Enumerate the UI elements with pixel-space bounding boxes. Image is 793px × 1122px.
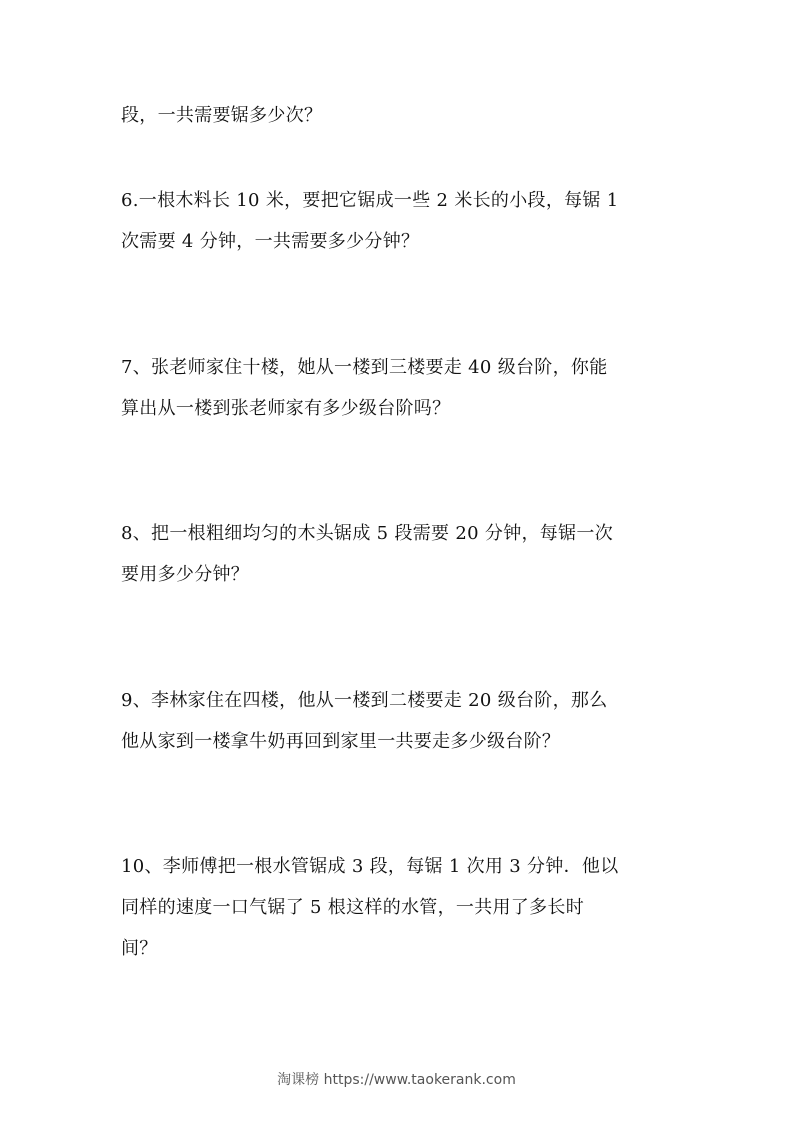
- question-text-line: 10、李师傅把一根水管锯成 3 段，每锯 1 次用 3 分钟．他以: [121, 856, 619, 877]
- question-text-line: 次需要 4 分钟，一共需要多少分钟？: [121, 231, 420, 252]
- question-text-line: 9、李林家住在四楼，他从一楼到二楼要走 20 级台阶，那么: [121, 690, 608, 711]
- question-text-line: 同样的速度一口气锯了 5 根这样的水管，一共用了多长时: [121, 897, 584, 918]
- continuation-text: 段，一共需要锯多少次？: [121, 105, 323, 126]
- question-text-line: 7、张老师家住十楼，她从一楼到三楼要走 40 级台阶，你能: [121, 357, 608, 378]
- question-text-line: 要用多少分钟？: [121, 564, 250, 585]
- question-text-line: 他从家到一楼拿牛奶再回到家里一共要走多少级台阶？: [121, 731, 561, 752]
- question-text-line: 算出从一楼到张老师家有多少级台阶吗？: [121, 398, 451, 419]
- footer-watermark: 淘课榜 https://www.taokerank.com: [277, 1072, 516, 1088]
- question-text-line: 6.一根木料长 10 米，要把它锯成一些 2 米长的小段，每锯 1: [121, 190, 619, 211]
- question-text-line: 8、把一根粗细均匀的木头锯成 5 段需要 20 分钟，每锯一次: [121, 523, 613, 544]
- question-text-line: 间？: [121, 938, 158, 959]
